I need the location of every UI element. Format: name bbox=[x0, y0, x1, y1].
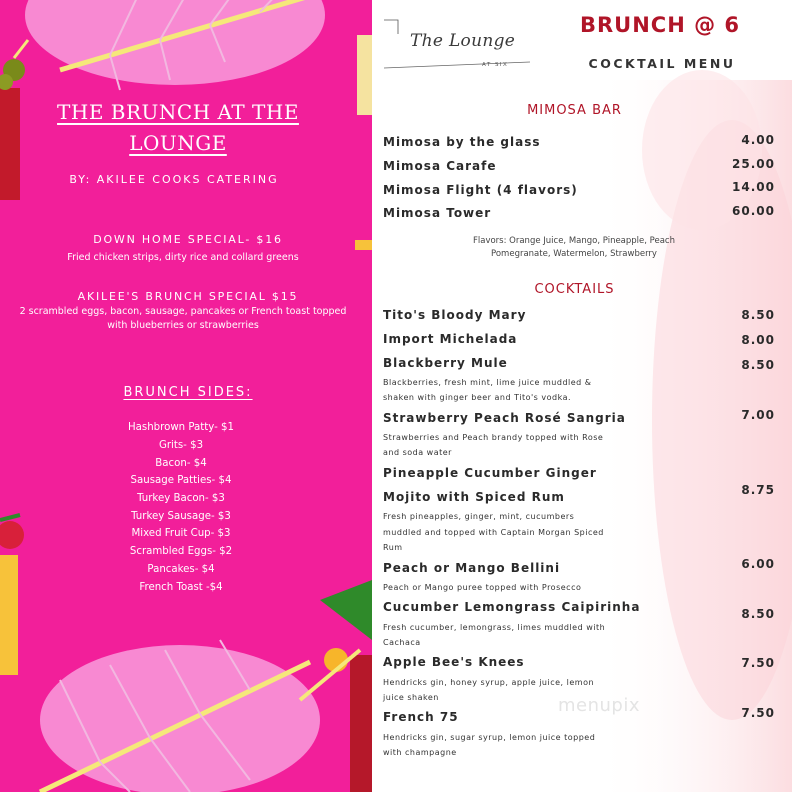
cocktail-name: Tito's Bloody Mary bbox=[383, 308, 527, 322]
special-2-description-line2: with blueberries or strawberries bbox=[107, 320, 259, 331]
cocktail-price: 8.50 bbox=[741, 607, 775, 621]
special-1-description: Fried chicken strips, dirty rice and collard greens bbox=[67, 252, 299, 263]
flavors-line2: Pomegranate, Watermelon, Strawberry bbox=[491, 249, 657, 259]
cocktail-price: 8.50 bbox=[741, 308, 775, 322]
side-item: Pancakes- $4 bbox=[147, 564, 215, 575]
side-item: Hashbrown Patty- $1 bbox=[127, 422, 234, 433]
cocktail-price: 7.50 bbox=[741, 656, 775, 670]
cocktail-name: French 75 bbox=[383, 710, 459, 724]
cocktail-name: Blackberry Mule bbox=[383, 356, 508, 370]
mimosa-item-name: Mimosa Flight (4 flavors) bbox=[383, 183, 578, 197]
brunch-at-6-heading: BRUNCH @ 6 bbox=[579, 13, 741, 37]
cocktail-name: Mojito with Spiced Rum bbox=[383, 490, 565, 504]
cocktail-description: Fresh pineapples, ginger, mint, cucumbers bbox=[383, 512, 575, 521]
cocktail-price: 8.00 bbox=[741, 333, 775, 347]
special-2-description-line1: 2 scrambled eggs, bacon, sausage, pancakes or French toast topped bbox=[19, 306, 347, 317]
brunch-food-panel bbox=[0, 0, 372, 792]
side-item: Scrambled Eggs- $2 bbox=[129, 546, 233, 557]
menupix-watermark: menupix bbox=[558, 695, 641, 716]
logo-subtext: AT SIX bbox=[482, 62, 509, 68]
mimosa-item-name: Mimosa Tower bbox=[383, 206, 492, 220]
cocktail-description: Cachaca bbox=[383, 638, 421, 647]
special-1-name: DOWN HOME SPECIAL- $16 bbox=[93, 233, 283, 246]
mimosa-item-price: 60.00 bbox=[732, 204, 775, 218]
caterer-credit: BY: AKILEE COOKS CATERING bbox=[69, 173, 279, 186]
cocktail-description: Rum bbox=[383, 543, 403, 552]
side-item: Grits- $3 bbox=[158, 440, 204, 451]
cocktail-name: Pineapple Cucumber Ginger bbox=[383, 466, 597, 480]
brunch-title-line2: LOUNGE bbox=[129, 131, 227, 155]
cocktail-name: Apple Bee's Knees bbox=[383, 655, 525, 669]
cocktail-description: Peach or Mango puree topped with Prosecco bbox=[383, 583, 582, 592]
side-item: Turkey Bacon- $3 bbox=[137, 493, 225, 504]
flavors-line1: Flavors: Orange Juice, Mango, Pineapple, Peach bbox=[472, 236, 675, 246]
mimosa-bar-heading: MIMOSA BAR bbox=[527, 103, 622, 118]
cocktail-description: muddled and topped with Captain Morgan Spiced bbox=[383, 528, 604, 537]
side-item: Sausage Patties- $4 bbox=[130, 475, 232, 486]
cocktail-description: juice shaken bbox=[383, 693, 439, 702]
cocktail-name: Peach or Mango Bellini bbox=[383, 561, 561, 575]
cocktail-price: 6.00 bbox=[741, 557, 775, 571]
cocktail-price: 8.75 bbox=[741, 483, 775, 497]
brunch-title-line1: THE BRUNCH AT THE bbox=[57, 100, 299, 124]
cocktail-description: Hendricks gin, sugar syrup, lemon juice topped bbox=[383, 733, 596, 742]
lounge-logo bbox=[382, 12, 532, 74]
mimosa-item-name: Mimosa Carafe bbox=[383, 159, 497, 173]
cocktail-description: Blackberries, fresh mint, lime juice muddled & bbox=[383, 378, 592, 387]
cocktail-price: 7.00 bbox=[741, 408, 775, 422]
mimosa-item-price: 4.00 bbox=[741, 133, 775, 147]
cocktail-price: 8.50 bbox=[741, 358, 775, 372]
cocktail-name: Strawberry Peach Rosé Sangria bbox=[383, 411, 626, 425]
side-item: Turkey Sausage- $3 bbox=[131, 511, 231, 522]
cocktail-description: Fresh cucumber, lemongrass, limes muddled with bbox=[383, 623, 606, 632]
mimosa-item-name: Mimosa by the glass bbox=[383, 135, 541, 149]
logo-text: The Lounge bbox=[410, 31, 516, 51]
cocktail-description: and soda water bbox=[383, 448, 452, 457]
brunch-sides-heading: BRUNCH SIDES: bbox=[123, 385, 253, 400]
mimosa-item-price: 14.00 bbox=[732, 180, 775, 194]
cocktail-description: Hendricks gin, honey syrup, apple juice, lemon bbox=[383, 678, 595, 687]
cocktail-menu-heading: COCKTAIL MENU bbox=[588, 56, 736, 71]
cocktail-description: with champagne bbox=[383, 748, 457, 757]
side-item: Bacon- $4 bbox=[155, 458, 207, 469]
cocktail-menu-panel bbox=[372, 0, 792, 792]
cocktail-name: Import Michelada bbox=[383, 332, 518, 346]
cocktail-price: 7.50 bbox=[741, 706, 775, 720]
cocktail-description: shaken with ginger beer and Tito's vodka. bbox=[383, 393, 572, 402]
side-item: Mixed Fruit Cup- $3 bbox=[131, 528, 231, 539]
cocktails-heading: COCKTAILS bbox=[534, 282, 615, 297]
cocktail-name: Cucumber Lemongrass Caipirinha bbox=[383, 600, 641, 614]
cocktail-description: Strawberries and Peach brandy topped with Rose bbox=[383, 433, 604, 442]
side-item: French Toast -$4 bbox=[139, 582, 223, 593]
special-2-name: AKILEE'S BRUNCH SPECIAL $15 bbox=[77, 290, 299, 303]
mimosa-item-price: 25.00 bbox=[732, 157, 775, 171]
